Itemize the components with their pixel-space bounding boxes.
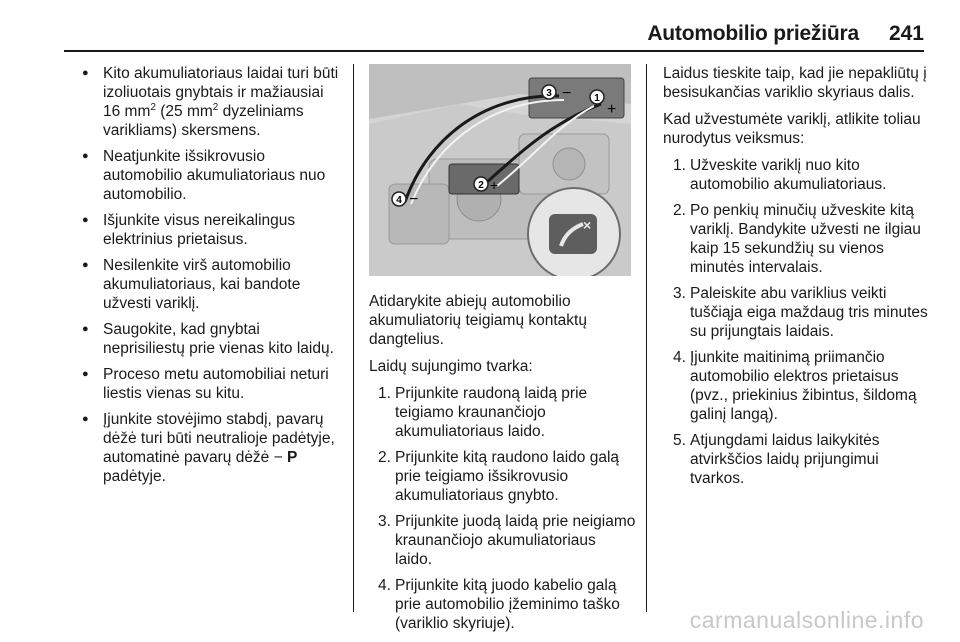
column-left	[86, 64, 344, 493]
list-item: 2. Prijunkite kitą raudono laido galą prie teigiamo išsikrovusio akumuliatoriaus gnybto.	[378, 449, 620, 504]
column-middle	[369, 64, 637, 640]
bullet-item: ● Kito akumuliatoriaus laidai turi būti izoliuotais gnybtais ir mažiausiai 16 $mm^2$ (25 $mm^2$ dyzeliniams varikliams) skersmens.	[86, 64, 344, 140]
bullet-item: ● Nesilenkite virš automobilio akumuliatoriaus, kai bandote užvesti variklį.	[86, 256, 344, 313]
list-item: 4. Prijunkite kitą juodo kabelio galą prie automobilio įžeminimo taško (variklio skyriuje).	[378, 577, 620, 632]
list-item: 5. Atjungdami laidus laikykitės atvirkščios laidų prijungimui tvarkos.	[673, 432, 880, 487]
svg-text:4: 4	[396, 195, 402, 206]
minus-mark: −	[409, 191, 419, 208]
paragraph: Laidus tieskite taip, kad jie nepakliūtų į besisukančias variklio skyriaus dalis.	[663, 65, 927, 101]
plus-mark: +	[490, 177, 499, 193]
callout-4	[392, 192, 406, 206]
bullet-item: ● Neatjunkite išsikrovusio automobilio akumuliatoriaus nuo automobilio.	[86, 147, 344, 204]
column-divider	[646, 64, 647, 612]
list-item: 3. Prijunkite juodą laidą prie neigiamo kraunančiojo akumuliatoriaus laido.	[378, 513, 636, 568]
page-number: 241	[888, 22, 924, 45]
callout-1	[590, 90, 604, 104]
svg-text:2: 2	[478, 180, 484, 191]
plus-mark: +	[607, 101, 617, 118]
paragraph: Laidų sujungimo tvarka:	[369, 358, 533, 375]
minus-mark: −	[562, 85, 572, 102]
bullet-item: ● Saugokite, kad gnybtai neprisiliestų prie vienas kito laidų.	[86, 320, 344, 358]
paragraph: Atidarykite abiejų automobilio akumuliatorių teigiamų kontaktų dangtelius.	[369, 293, 587, 348]
engine-bay-illustration	[369, 64, 631, 276]
list-item: 1. Prijunkite raudoną laidą prie teigiamo kraunančiojo akumuliatoriaus laido.	[378, 385, 588, 440]
list-item: 1. Užveskite variklį nuo kito automobilio akumuliatoriaus.	[673, 157, 887, 193]
list-item: 3. Paleiskite abu variklius veikti tuščiąja eiga maždaug tris minutes su prijungtais laidais.	[673, 285, 928, 340]
section-title: Automobilio priežiūra	[647, 22, 859, 45]
svg-text:3: 3	[546, 88, 552, 99]
paragraph: Kad užvestumėte variklį, atlikite toliau nurodytus veiksmus:	[663, 111, 921, 147]
callout-3	[542, 85, 556, 99]
callout-2	[474, 177, 488, 191]
bullet-item: ● Išjunkite visus nereikalingus elektrinius prietaisus.	[86, 211, 344, 249]
header-rule	[64, 50, 924, 52]
bullet-item: ● Proceso metu automobiliai neturi liestis vienas su kitu.	[86, 365, 344, 403]
bullet-item: ● Įjunkite stovėjimo stabdį, pavarų dėžė turi būti neutralioje padėtyje, automatinė pavarų dėžė − P padėtyje.	[86, 410, 344, 486]
watermark: carmanualsonline.info	[689, 607, 924, 633]
list-item: 2. Po penkių minučių užveskite kitą variklį. Bandykite užvesti ne ilgiau kaip 15 sekundžių su vienos minutės intervalais.	[673, 202, 921, 276]
page-header	[647, 22, 924, 46]
svg-text:×: ×	[583, 217, 592, 233]
svg-text:1: 1	[594, 93, 600, 104]
engine-bay-drawing	[369, 64, 631, 276]
column-right	[663, 64, 929, 495]
list-item: 4. Įjunkite maitinimą priimančio automobilio elektros prietaisus (pvz., priekinius žibintus, šildomą galinį langą).	[673, 349, 917, 423]
column-divider	[353, 64, 354, 612]
